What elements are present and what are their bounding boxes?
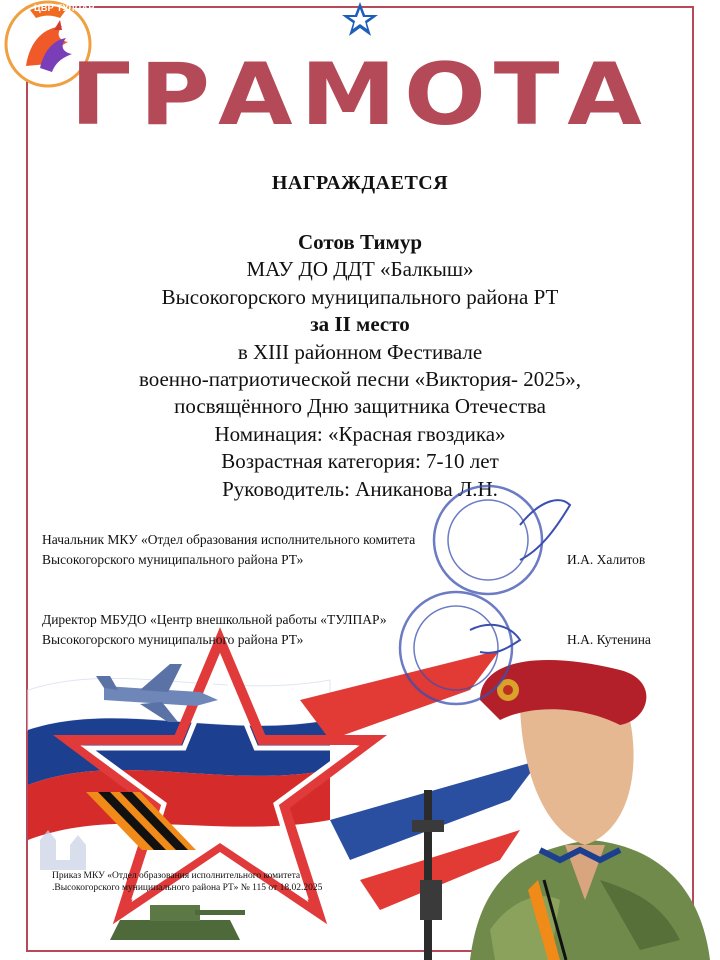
age-category: Возрастная категория: 7-10 лет [221, 449, 499, 474]
festival-line-3: посвящённого Дню защитника Отечества [174, 394, 546, 419]
signature-block-2 [42, 610, 672, 670]
signature-title-2-line-1: Директор МБУДО «Центр внешкольной работы «ТУЛПАР» [42, 612, 387, 627]
recipient-organization: МАУ ДО ДДТ «Балкыш» [246, 257, 474, 282]
award-heading: НАГРАЖДАЕТСЯ [271, 172, 449, 194]
signatory-name-2: Н.А. Кутенина [567, 632, 651, 647]
order-footnote [52, 870, 322, 894]
certificate-title: ГРАМОТА [70, 45, 650, 145]
recipient-name: Сотов Тимур [297, 230, 423, 254]
signature-section [42, 530, 672, 670]
soldier-image [470, 660, 710, 960]
award-place: за II место [310, 312, 410, 337]
signature-title-2-line-2: Высокогорского муниципального района РТ» [42, 632, 304, 647]
signature-title-1-line-1: Начальник МКУ «Отдел образования исполнительного комитета [42, 532, 416, 547]
festival-line-2: военно-патриотической песни «Виктория- 2025», [138, 367, 582, 392]
signature-title-1-line-2: Высокогорского муниципального района РТ» [42, 552, 304, 567]
signature-block-1 [42, 530, 672, 590]
festival-line-1: в XIII районном Фестивале [237, 339, 483, 364]
signatory-name-1: И.А. Халитов [567, 552, 646, 567]
leader: Руководитель: Аниканова Л.Н. [222, 476, 498, 501]
recipient-district: Высокогорского муниципального района РТ [161, 284, 559, 309]
nomination: Номинация: «Красная гвоздика» [214, 421, 506, 446]
logo-text: ЦВР ТУЛПАР [34, 3, 95, 13]
footnote-line-2: .Высокогорского муниципального района РТ» № 115 от 18.02.2025 [52, 883, 323, 893]
footnote-line-1: Приказ МКУ «Отдел образования исполнительного комитета [52, 871, 301, 881]
